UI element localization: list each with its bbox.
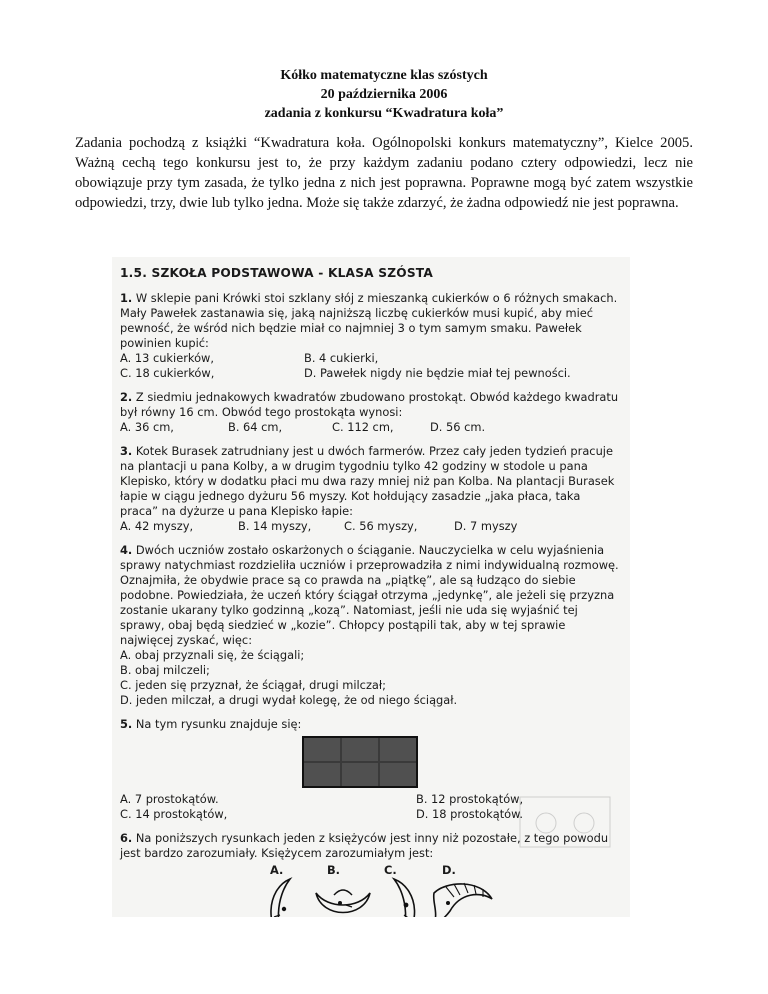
answer-a: A. 36 cm, <box>120 420 174 434</box>
answer-options <box>120 519 620 534</box>
grid-cell <box>380 738 416 761</box>
moon-label-d: D. <box>442 863 456 877</box>
rectangle-grid-figure <box>302 736 418 788</box>
moon-label-c: C. <box>384 863 397 877</box>
scanned-page <box>112 257 630 917</box>
grid-cell <box>304 738 340 761</box>
problem-text: Na poniższych rysunkach jeden z księżyców jest inny niż pozostałe, z tego powodu jest bardzo zarozumiały. Księżycem zarozumiałym jest: <box>120 831 609 860</box>
problem-number: 3. <box>120 444 133 458</box>
problem-number: 5. <box>120 717 133 731</box>
problem-number: 1. <box>120 291 133 305</box>
answer-options <box>120 351 620 381</box>
problem-number: 2. <box>120 390 133 404</box>
scanned-content <box>120 266 620 917</box>
answer-d: D. 7 myszy <box>454 519 518 533</box>
faint-bleedthrough <box>516 793 616 853</box>
moon-d-icon <box>428 877 498 917</box>
answer-c: C. 112 cm, <box>332 420 394 434</box>
section-title: 1.5. SZKOŁA PODSTAWOWA - KLASA SZÓSTA <box>120 266 433 280</box>
moon-label-a: A. <box>270 863 284 877</box>
problem-text: W sklepie pani Krówki stoi szklany słój z mieszanką cukierków o 6 różnych smakach. Mały Pawełek zastanawia się, jaką najniższą liczbę cukierków musi kupić, aby mieć pewność, że wśród nich będzie miał co najmniej 3 o tym samym smaku. Pawełek powinien kupić: <box>120 291 618 350</box>
problem-2 <box>120 390 620 435</box>
answer-a: A. 13 cukierków, <box>120 351 214 365</box>
header-subtitle: zadania z konkursu “Kwadratura koła” <box>264 106 504 121</box>
moon-c-icon <box>374 875 426 917</box>
moon-b-icon <box>312 883 374 917</box>
grid-cell <box>342 763 378 786</box>
grid-cell <box>342 738 378 761</box>
answer-a: A. 7 prostokątów. <box>120 792 219 806</box>
answer-b: B. 4 cukierki, <box>304 351 379 365</box>
answer-a: A. 42 myszy, <box>120 519 194 533</box>
answer-a: A. obaj przyznali się, że ściągali; <box>120 648 305 662</box>
problem-3 <box>120 444 620 534</box>
header-title: Kółko matematyczne klas szóstych <box>280 68 488 83</box>
problem-4 <box>120 543 620 708</box>
grid-cell <box>304 763 340 786</box>
answer-d: D. 18 prostokątów. <box>416 807 524 821</box>
answer-b: B. 64 cm, <box>228 420 283 434</box>
answer-options <box>120 420 620 435</box>
problem-text: Na tym rysunku znajduje się: <box>135 717 302 731</box>
answer-c: C. 18 cukierków, <box>120 366 215 380</box>
answer-c: C. 56 myszy, <box>344 519 418 533</box>
answer-c: C. 14 prostokątów, <box>120 807 228 821</box>
moon-a-icon <box>260 875 310 917</box>
answer-c: C. jeden się przyznał, że ściągał, drugi milczał; <box>120 678 386 692</box>
problem-text: Dwóch uczniów zostało oskarżonych o ściąganie. Nauczycielka w celu wyjaśnienia sprawy natychmiast rozdzieliła uczniów i przeprowadziła z nimi indywidualną rozmowę. Oznajmiła, że obydwie prace są co prawda na „piątkę”, ale są łudząco do siebie podobne. Powiedziała, że uczeń który ściągał otrzyma „jedynkę”, ale jeżeli się przyzna zostanie ukarany tylko godzinną „kozą”. Natomiast, jeśli nie uda się wyjaśnić tej sprawy, obaj będą siedzieć w „kozie”. Chłopcy postąpili tak, aby w tej sprawie najwięcej zyskać, więc: <box>120 543 619 647</box>
problem-number: 4. <box>120 543 133 557</box>
answer-b: B. obaj milczeli; <box>120 663 210 677</box>
grid-cell <box>380 763 416 786</box>
problem-1 <box>120 291 620 381</box>
problem-number: 6. <box>120 831 133 845</box>
document-header <box>0 66 768 123</box>
problem-text: Kotek Burasek zatrudniany jest u dwóch farmerów. Przez cały jeden tydzień pracuje na plantacji u pana Kolby, a w drugim tygodniu tylko 42 godziny w stodole u pana Klepisko, który w dodatku płaci mu dwa razy mniej niż pan Kolba. Na plantacji Burasek łapie w ciągu jednego dyżuru 56 myszy. Kot hołdujący zasadzie „jaka płaca, taka praca” na dyżurze u pana Klepisko łapie: <box>120 444 615 518</box>
moon-label-b: B. <box>327 863 341 877</box>
answer-b: B. 14 myszy, <box>238 519 312 533</box>
problem-6 <box>120 831 620 917</box>
moon-figures <box>120 863 620 917</box>
answer-d: D. Pawełek nigdy nie będzie miał tej pewności. <box>304 366 571 380</box>
problem-text: Z siedmiu jednakowych kwadratów zbudowano prostokąt. Obwód każdego kwadratu był równy 16 cm. Obwód tego prostokąta wynosi: <box>120 390 619 419</box>
answer-options <box>120 648 620 708</box>
answer-d: D. 56 cm. <box>430 420 486 434</box>
header-date: 20 października 2006 <box>320 87 448 102</box>
answer-d: D. jeden milczał, a drugi wydał kolegę, że od niego ściągał. <box>120 693 458 707</box>
answer-b: B. 12 prostokątów, <box>416 792 524 806</box>
intro-paragraph: Zadania pochodzą z książki “Kwadratura koła. Ogólnopolski konkurs matematyczny”, Kielce 2005. Ważną cechą tego konkursu jest to, że przy każdym zadaniu podano cztery odpowiedzi, lecz nie obowiązuje przy tym zasada, że tylko jedna z nich jest poprawna. Poprawne mogą być zatem wszystkie odpowiedzi, trzy, dwie lub tylko jedna. Może się także zdarzyć, że żadna odpowiedź nie jest poprawna. <box>75 135 693 211</box>
